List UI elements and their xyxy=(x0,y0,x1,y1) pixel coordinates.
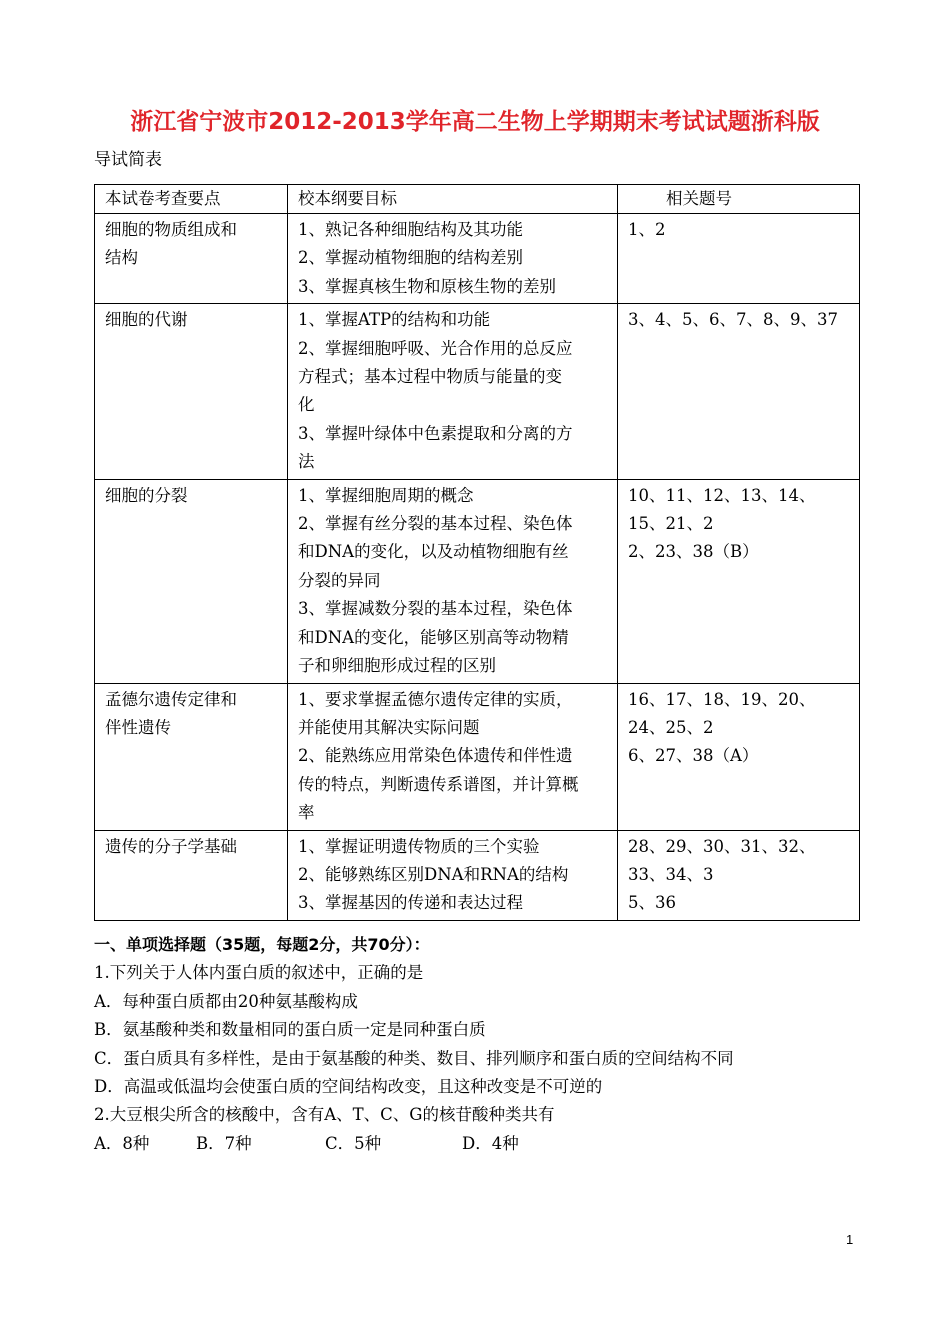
goals-line: 方程式；基本过程中物质与能量的变 xyxy=(298,367,562,387)
goals-line: 并能使用其解决实际问题 xyxy=(298,717,480,737)
goals-line: 和DNA的变化，以及动植物细胞有丝 xyxy=(298,542,569,562)
goals-line: 子和卵细胞形成过程的区别 xyxy=(298,656,496,676)
questions-line: 5、36 xyxy=(628,893,676,913)
goals-line: 2、掌握动植物细胞的结构差别 xyxy=(298,248,523,268)
topic-cell xyxy=(95,214,288,304)
questions-line: 3、4、5、6、7、8、9、37 xyxy=(628,310,838,330)
exam-guide-table xyxy=(94,184,860,921)
table-row xyxy=(95,479,860,683)
goals-line: 1、熟记各种细胞结构及其功能 xyxy=(298,220,523,239)
questions-cell xyxy=(618,304,860,479)
goals-line: 传的特点，判断遗传系谱图，并计算概 xyxy=(298,774,579,794)
goals-line: 法 xyxy=(298,452,315,472)
questions-section xyxy=(94,931,874,1158)
question-2-option-b: B．7种 xyxy=(196,1133,252,1153)
table-row xyxy=(95,214,860,304)
topic-line: 孟德尔遗传定律和 xyxy=(105,689,237,709)
topic-line: 遗传的分子学基础 xyxy=(105,836,237,856)
goals-line: 1、掌握ATP的结构和功能 xyxy=(298,310,491,330)
goals-line: 1、掌握细胞周期的概念 xyxy=(298,485,474,505)
question-2-option-d: D．4种 xyxy=(462,1133,519,1153)
question-2-stem: 2.大豆根尖所含的核酸中，含有A、T、C、G的核苷酸种类共有 xyxy=(94,1105,555,1125)
topic-line: 细胞的分裂 xyxy=(105,485,188,505)
topic-cell xyxy=(95,304,288,479)
topic-line: 细胞的物质组成和 xyxy=(105,220,237,239)
questions-line: 6、27、38（A） xyxy=(628,746,759,766)
question-1-option-d: D．高温或低温均会使蛋白质的空间结构改变，且这种改变是不可逆的 xyxy=(94,1077,603,1097)
question-1-option-b: B．氨基酸种类和数量相同的蛋白质一定是同种蛋白质 xyxy=(94,1020,486,1040)
question-2-option-c: C．5种 xyxy=(325,1133,382,1153)
section-heading: 一、单项选择题（35题，每题2分，共70分）： xyxy=(94,935,430,954)
table-row xyxy=(95,304,860,479)
topic-line: 伴性遗传 xyxy=(105,717,171,737)
goals-line: 分裂的异同 xyxy=(298,570,381,590)
header-topic: 本试卷考查要点 xyxy=(95,185,288,214)
goals-line: 3、掌握减数分裂的基本过程，染色体 xyxy=(298,599,573,619)
goals-line: 3、掌握叶绿体中色素提取和分离的方 xyxy=(298,423,573,443)
goals-cell xyxy=(288,479,618,683)
document-title: 浙江省宁波市2012-2013学年高二生物上学期期末考试试题浙科版 xyxy=(130,109,820,135)
table-body xyxy=(95,214,860,921)
goals-line: 2、掌握有丝分裂的基本过程、染色体 xyxy=(298,514,573,534)
goals-cell xyxy=(288,683,618,830)
header-questions: 相关题号 xyxy=(618,185,860,214)
table-header-row xyxy=(95,185,860,214)
goals-line: 2、能够熟练区别DNA和RNA的结构 xyxy=(298,864,569,884)
goals-line: 和DNA的变化，能够区别高等动物精 xyxy=(298,627,569,647)
topic-cell xyxy=(95,683,288,830)
goals-cell xyxy=(288,214,618,304)
page-number: 1 xyxy=(846,1232,854,1247)
questions-line: 16、17、18、19、20、24、25、2 xyxy=(628,689,816,737)
question-1-stem: 1.下列关于人体内蛋白质的叙述中，正确的是 xyxy=(94,963,424,983)
goals-line: 率 xyxy=(298,803,315,823)
questions-cell xyxy=(618,214,860,304)
goals-line: 1、要求掌握孟德尔遗传定律的实质， xyxy=(298,689,573,709)
table-row xyxy=(95,683,860,830)
goals-line: 化 xyxy=(298,395,315,415)
questions-cell xyxy=(618,830,860,920)
question-2-options xyxy=(94,1130,874,1158)
goals-cell xyxy=(288,830,618,920)
goals-cell xyxy=(288,304,618,479)
goals-line: 3、掌握真核生物和原核生物的差别 xyxy=(298,276,556,296)
question-2-option-a: A．8种 xyxy=(94,1133,150,1153)
goals-line: 3、掌握基因的传递和表达过程 xyxy=(298,893,523,913)
topic-cell xyxy=(95,830,288,920)
header-goals: 校本纲要目标 xyxy=(288,185,618,214)
question-1-option-a: A．每种蛋白质都由20种氨基酸构成 xyxy=(94,991,358,1011)
questions-line: 28、29、30、31、32、33、34、3 xyxy=(628,836,816,884)
table-row xyxy=(95,830,860,920)
questions-line: 1、2 xyxy=(628,220,666,239)
questions-line: 10、11、12、13、14、15、21、2 xyxy=(628,485,816,534)
topic-line: 结构 xyxy=(105,248,138,268)
question-1-option-c: C．蛋白质具有多样性，是由于氨基酸的种类、数目、排列顺序和蛋白质的空间结构不同 xyxy=(94,1048,734,1068)
goals-line: 1、掌握证明遗传物质的三个实验 xyxy=(298,836,540,856)
topic-line: 细胞的代谢 xyxy=(105,310,188,330)
topic-cell xyxy=(95,479,288,683)
table-caption: 导试简表 xyxy=(94,150,162,170)
goals-line: 2、掌握细胞呼吸、光合作用的总反应 xyxy=(298,338,573,358)
questions-line: 2、23、38（B） xyxy=(628,542,759,562)
questions-cell xyxy=(618,479,860,683)
goals-line: 2、能熟练应用常染色体遗传和伴性遗 xyxy=(298,746,573,766)
questions-cell xyxy=(618,683,860,830)
